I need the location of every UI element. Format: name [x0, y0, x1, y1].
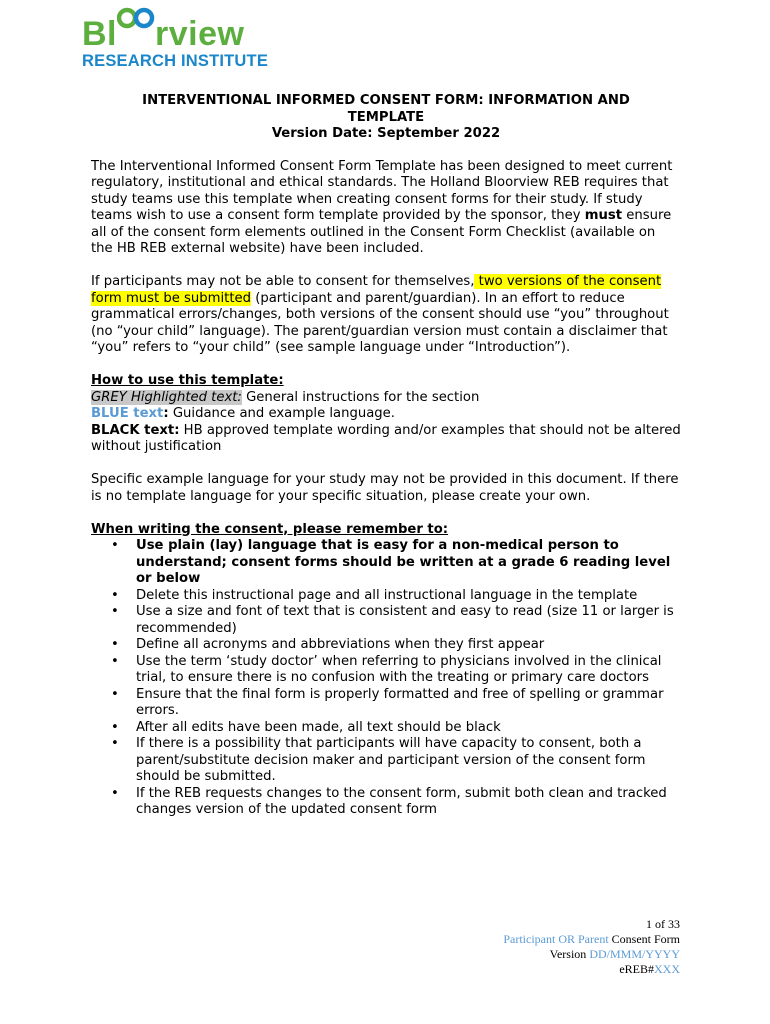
list-item: • Use the term ‘study doctor’ when referring to physicians involved in the clinical trial, to ensure there is no confusion with the treating or primary care doctors — [136, 654, 681, 687]
footer-form-type: Participant OR Parent Consent Form — [503, 932, 680, 946]
list-item: • Use a size and font of text that is consistent and easy to read (size 11 or larger is recommended) — [136, 604, 681, 637]
intro-paragraph: The Interventional Informed Consent Form Template has been designed to meet current regulatory, institutional and ethical standards. The Holland Bloorview REB requires that study teams use this template when creating consent forms for their study. If study teams wish to use a consent form template provided by the sponsor, they must ensure all of the consent form elements outlined in the Consent Form Checklist (available on the HB REB external website) have been included. — [91, 158, 673, 256]
document-title — [91, 93, 681, 143]
list-item: • If there is a possibility that participants will have capacity to consent, both a parent/substitute decision maker and participant version of the consent form should be submitted. — [136, 736, 681, 786]
title-line-1: INTERVENTIONAL INFORMED CONSENT FORM: INFORMATION AND — [142, 93, 630, 108]
document-body — [91, 93, 681, 819]
list-item: • After all edits have been made, all text should be black — [136, 720, 681, 737]
page-number: 1 of 33 — [646, 917, 680, 931]
logo-subtitle: RESEARCH INSTITUTE — [82, 52, 269, 70]
how-to-heading: How to use this template: — [91, 373, 284, 388]
footer-version: Version DD/MMM/YYYY — [549, 947, 680, 961]
yellow-highlight: two versions of the consent form must be submitted — [91, 274, 662, 306]
logo-wordmark: Bl rview — [82, 14, 268, 54]
remember-list — [91, 538, 681, 819]
black-label: BLACK text: — [91, 422, 180, 438]
specific-paragraph: Specific example language for your study may not be provided in this document. If there is no template language for your specific situation, please create your own. — [91, 472, 679, 504]
grey-label: GREY Highlighted text: — [91, 389, 242, 405]
participants-paragraph: If participants may not be able to consent for themselves, two versions of the consent form must be submitted (participant and parent/guardian). In an effort to reduce grammatical errors/changes, both versions of the consent should use “you” throughout (no “your child” language). The parent/guardian version must contain a disclaimer that “you” refers to “your child” (see sample language under “Introduction”). — [91, 274, 669, 355]
remember-heading: When writing the consent, please remember to: — [91, 521, 449, 537]
title-line-2: TEMPLATE — [347, 109, 425, 125]
list-item: • Use plain (lay) language that is easy for a non-medical person to understand; consent forms should be written at a grade 6 reading level or below — [136, 538, 681, 588]
must-emphasis: must — [584, 208, 623, 223]
footer-ereb: eREB#XXX — [619, 962, 680, 976]
how-to-section: How to use this template: GREY Highlighted text: General instructions for the section BLUE text: Guidance and example language. BLACK text: HB approved template wording and/or examples that should not be altered without justification — [91, 373, 681, 454]
list-item: • Ensure that the final form is properly formatted and free of spelling or grammar errors. — [136, 687, 681, 720]
blue-label: BLUE text — [91, 406, 164, 421]
list-item: • Delete this instructional page and all instructional language in the template — [136, 588, 681, 605]
remember-section — [91, 522, 681, 819]
logo-infinity-icon — [117, 23, 155, 45]
list-item: • If the REB requests changes to the consent form, submit both clean and tracked changes version of the updated consent form — [136, 786, 681, 819]
list-item: • Define all acronyms and abbreviations when they first appear — [136, 637, 681, 654]
page-footer — [503, 917, 680, 977]
bloorview-logo — [82, 14, 268, 71]
version-date: Version Date: September 2022 — [271, 126, 501, 141]
